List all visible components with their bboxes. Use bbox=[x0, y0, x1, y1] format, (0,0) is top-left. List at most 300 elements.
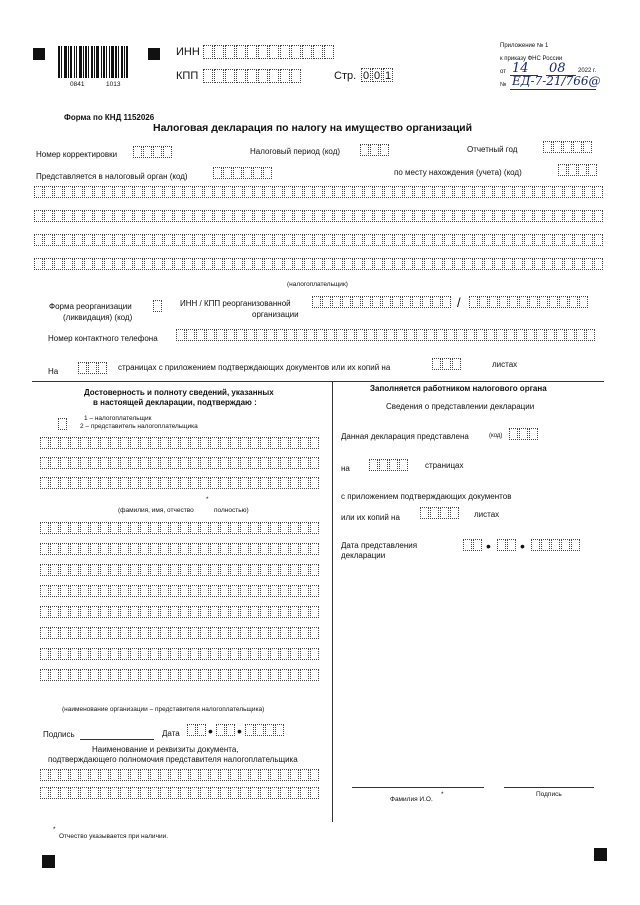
char-cell[interactable] bbox=[200, 564, 209, 576]
char-cell[interactable] bbox=[564, 258, 573, 270]
officer-name-line[interactable] bbox=[352, 787, 484, 788]
char-cell[interactable] bbox=[534, 258, 543, 270]
char-cell[interactable] bbox=[324, 210, 333, 222]
char-cell[interactable] bbox=[294, 186, 303, 198]
char-cell[interactable] bbox=[260, 543, 269, 555]
char-cell[interactable] bbox=[270, 477, 279, 489]
char-cell[interactable] bbox=[524, 186, 533, 198]
char-cell[interactable] bbox=[70, 627, 79, 639]
char-cell[interactable] bbox=[190, 437, 199, 449]
char-cell[interactable] bbox=[140, 606, 149, 618]
char-cell[interactable] bbox=[170, 648, 179, 660]
char-cell[interactable] bbox=[280, 564, 289, 576]
char-cell[interactable] bbox=[464, 234, 473, 246]
char-cell[interactable] bbox=[144, 186, 153, 198]
char-cell[interactable] bbox=[300, 585, 309, 597]
char-cell[interactable] bbox=[60, 564, 69, 576]
char-cell[interactable] bbox=[150, 627, 159, 639]
phone-char-cell[interactable] bbox=[226, 329, 235, 341]
date-day-cells[interactable] bbox=[187, 724, 207, 736]
char-cell[interactable] bbox=[414, 258, 423, 270]
char-cell[interactable] bbox=[80, 769, 89, 781]
char-cell[interactable] bbox=[60, 437, 69, 449]
right-sheets-cells[interactable] bbox=[420, 507, 460, 519]
char-cell[interactable] bbox=[174, 234, 183, 246]
char-cell[interactable] bbox=[144, 210, 153, 222]
char-cell[interactable] bbox=[220, 669, 229, 681]
taxpayer-name-grid[interactable] bbox=[34, 186, 604, 282]
char-cell[interactable] bbox=[140, 669, 149, 681]
char-cell[interactable] bbox=[50, 769, 59, 781]
char-cell[interactable] bbox=[230, 669, 239, 681]
char-cell[interactable] bbox=[250, 769, 259, 781]
char-cell[interactable] bbox=[304, 186, 313, 198]
char-cell[interactable] bbox=[374, 210, 383, 222]
char-cell[interactable] bbox=[210, 457, 219, 469]
confirm-type-cell[interactable] bbox=[58, 418, 68, 430]
char-cell[interactable] bbox=[220, 787, 229, 799]
char-cell[interactable] bbox=[414, 210, 423, 222]
char-cell[interactable] bbox=[254, 186, 263, 198]
char-cell[interactable] bbox=[254, 234, 263, 246]
phone-char-cell[interactable] bbox=[396, 329, 405, 341]
char-cell[interactable] bbox=[250, 648, 259, 660]
char-cell[interactable] bbox=[130, 585, 139, 597]
char-cell[interactable] bbox=[170, 787, 179, 799]
char-cell[interactable] bbox=[104, 258, 113, 270]
char-cell[interactable] bbox=[444, 234, 453, 246]
char-cell[interactable] bbox=[234, 234, 243, 246]
char-cell[interactable] bbox=[90, 457, 99, 469]
char-cell[interactable] bbox=[70, 787, 79, 799]
char-cell[interactable] bbox=[190, 627, 199, 639]
char-cell[interactable] bbox=[40, 477, 49, 489]
char-cell[interactable] bbox=[220, 543, 229, 555]
char-cell[interactable] bbox=[454, 186, 463, 198]
char-cell[interactable] bbox=[80, 787, 89, 799]
char-cell[interactable] bbox=[40, 606, 49, 618]
char-cell[interactable] bbox=[114, 258, 123, 270]
char-cell[interactable] bbox=[44, 234, 53, 246]
char-cell[interactable] bbox=[180, 769, 189, 781]
char-cell[interactable] bbox=[204, 258, 213, 270]
char-cell[interactable] bbox=[294, 234, 303, 246]
char-cell[interactable] bbox=[244, 234, 253, 246]
char-cell[interactable] bbox=[424, 234, 433, 246]
char-cell[interactable] bbox=[294, 258, 303, 270]
char-cell[interactable] bbox=[210, 543, 219, 555]
char-cell[interactable] bbox=[314, 186, 323, 198]
char-cell[interactable] bbox=[120, 627, 129, 639]
char-cell[interactable] bbox=[130, 606, 139, 618]
char-cell[interactable] bbox=[300, 477, 309, 489]
char-cell[interactable] bbox=[104, 210, 113, 222]
phone-char-cell[interactable] bbox=[216, 329, 225, 341]
char-cell[interactable] bbox=[70, 522, 79, 534]
char-cell[interactable] bbox=[240, 606, 249, 618]
char-cell[interactable] bbox=[300, 787, 309, 799]
char-cell[interactable] bbox=[60, 585, 69, 597]
char-cell[interactable] bbox=[60, 543, 69, 555]
char-cell[interactable] bbox=[100, 457, 109, 469]
char-cell[interactable] bbox=[54, 186, 63, 198]
char-cell[interactable] bbox=[574, 210, 583, 222]
char-cell[interactable] bbox=[280, 457, 289, 469]
char-cell[interactable] bbox=[244, 258, 253, 270]
char-cell[interactable] bbox=[164, 186, 173, 198]
char-cell[interactable] bbox=[504, 234, 513, 246]
char-cell[interactable] bbox=[484, 186, 493, 198]
char-cell[interactable] bbox=[110, 769, 119, 781]
char-cell[interactable] bbox=[544, 210, 553, 222]
char-cell[interactable] bbox=[160, 457, 169, 469]
char-cell[interactable] bbox=[80, 648, 89, 660]
char-cell[interactable] bbox=[200, 543, 209, 555]
char-cell[interactable] bbox=[50, 543, 59, 555]
char-cell[interactable] bbox=[120, 477, 129, 489]
char-cell[interactable] bbox=[250, 543, 259, 555]
char-cell[interactable] bbox=[44, 258, 53, 270]
char-cell[interactable] bbox=[114, 234, 123, 246]
char-cell[interactable] bbox=[170, 606, 179, 618]
char-cell[interactable] bbox=[270, 769, 279, 781]
char-cell[interactable] bbox=[310, 627, 319, 639]
char-cell[interactable] bbox=[54, 258, 63, 270]
char-cell[interactable] bbox=[140, 437, 149, 449]
char-cell[interactable] bbox=[364, 258, 373, 270]
char-cell[interactable] bbox=[130, 477, 139, 489]
char-cell[interactable] bbox=[310, 787, 319, 799]
char-cell[interactable] bbox=[504, 258, 513, 270]
char-cell[interactable] bbox=[220, 585, 229, 597]
char-cell[interactable] bbox=[210, 787, 219, 799]
char-cell[interactable] bbox=[384, 210, 393, 222]
char-cell[interactable] bbox=[270, 564, 279, 576]
char-cell[interactable] bbox=[180, 437, 189, 449]
char-cell[interactable] bbox=[474, 186, 483, 198]
cell-row[interactable] bbox=[34, 186, 604, 198]
char-cell[interactable] bbox=[464, 258, 473, 270]
char-cell[interactable] bbox=[240, 564, 249, 576]
char-cell[interactable] bbox=[80, 606, 89, 618]
char-cell[interactable] bbox=[310, 564, 319, 576]
char-cell[interactable] bbox=[180, 522, 189, 534]
char-cell[interactable] bbox=[70, 669, 79, 681]
char-cell[interactable] bbox=[100, 437, 109, 449]
phone-char-cell[interactable] bbox=[326, 329, 335, 341]
char-cell[interactable] bbox=[90, 648, 99, 660]
char-cell[interactable] bbox=[434, 234, 443, 246]
char-cell[interactable] bbox=[270, 522, 279, 534]
char-cell[interactable] bbox=[280, 606, 289, 618]
char-cell[interactable] bbox=[34, 234, 43, 246]
char-cell[interactable] bbox=[50, 606, 59, 618]
char-cell[interactable] bbox=[220, 769, 229, 781]
char-cell[interactable] bbox=[174, 186, 183, 198]
char-cell[interactable] bbox=[250, 477, 259, 489]
char-cell[interactable] bbox=[140, 477, 149, 489]
char-cell[interactable] bbox=[274, 258, 283, 270]
char-cell[interactable] bbox=[70, 585, 79, 597]
char-cell[interactable] bbox=[234, 186, 243, 198]
char-cell[interactable] bbox=[290, 627, 299, 639]
char-cell[interactable] bbox=[514, 186, 523, 198]
char-cell[interactable] bbox=[60, 769, 69, 781]
correction-cells[interactable] bbox=[133, 146, 173, 158]
cell-row[interactable] bbox=[40, 522, 320, 534]
char-cell[interactable] bbox=[190, 606, 199, 618]
char-cell[interactable] bbox=[144, 258, 153, 270]
cell-row[interactable] bbox=[40, 787, 320, 799]
char-cell[interactable] bbox=[100, 769, 109, 781]
char-cell[interactable] bbox=[454, 258, 463, 270]
char-cell[interactable] bbox=[574, 186, 583, 198]
char-cell[interactable] bbox=[100, 669, 109, 681]
char-cell[interactable] bbox=[120, 543, 129, 555]
char-cell[interactable] bbox=[230, 627, 239, 639]
char-cell[interactable] bbox=[120, 585, 129, 597]
char-cell[interactable] bbox=[564, 234, 573, 246]
char-cell[interactable] bbox=[224, 186, 233, 198]
char-cell[interactable] bbox=[250, 585, 259, 597]
char-cell[interactable] bbox=[150, 648, 159, 660]
char-cell[interactable] bbox=[300, 457, 309, 469]
char-cell[interactable] bbox=[240, 669, 249, 681]
submission-month-cells[interactable] bbox=[497, 539, 517, 551]
char-cell[interactable] bbox=[514, 234, 523, 246]
char-cell[interactable] bbox=[144, 234, 153, 246]
char-cell[interactable] bbox=[90, 769, 99, 781]
char-cell[interactable] bbox=[174, 210, 183, 222]
char-cell[interactable] bbox=[184, 234, 193, 246]
char-cell[interactable] bbox=[110, 585, 119, 597]
char-cell[interactable] bbox=[110, 648, 119, 660]
char-cell[interactable] bbox=[250, 564, 259, 576]
char-cell[interactable] bbox=[210, 606, 219, 618]
char-cell[interactable] bbox=[174, 258, 183, 270]
char-cell[interactable] bbox=[244, 210, 253, 222]
char-cell[interactable] bbox=[180, 787, 189, 799]
phone-char-cell[interactable] bbox=[206, 329, 215, 341]
char-cell[interactable] bbox=[150, 787, 159, 799]
char-cell[interactable] bbox=[104, 186, 113, 198]
char-cell[interactable] bbox=[130, 669, 139, 681]
char-cell[interactable] bbox=[324, 258, 333, 270]
char-cell[interactable] bbox=[250, 787, 259, 799]
char-cell[interactable] bbox=[240, 627, 249, 639]
char-cell[interactable] bbox=[250, 606, 259, 618]
char-cell[interactable] bbox=[94, 210, 103, 222]
phone-char-cell[interactable] bbox=[356, 329, 365, 341]
char-cell[interactable] bbox=[314, 210, 323, 222]
char-cell[interactable] bbox=[160, 648, 169, 660]
char-cell[interactable] bbox=[300, 627, 309, 639]
char-cell[interactable] bbox=[90, 437, 99, 449]
fio-grid[interactable] bbox=[40, 437, 320, 497]
char-cell[interactable] bbox=[160, 627, 169, 639]
char-cell[interactable] bbox=[140, 522, 149, 534]
char-cell[interactable] bbox=[170, 477, 179, 489]
char-cell[interactable] bbox=[114, 186, 123, 198]
char-cell[interactable] bbox=[74, 210, 83, 222]
char-cell[interactable] bbox=[50, 787, 59, 799]
char-cell[interactable] bbox=[574, 258, 583, 270]
char-cell[interactable] bbox=[130, 564, 139, 576]
char-cell[interactable] bbox=[150, 457, 159, 469]
char-cell[interactable] bbox=[190, 669, 199, 681]
char-cell[interactable] bbox=[404, 210, 413, 222]
char-cell[interactable] bbox=[34, 210, 43, 222]
char-cell[interactable] bbox=[260, 585, 269, 597]
char-cell[interactable] bbox=[284, 258, 293, 270]
char-cell[interactable] bbox=[334, 186, 343, 198]
phone-char-cell[interactable] bbox=[316, 329, 325, 341]
char-cell[interactable] bbox=[220, 606, 229, 618]
char-cell[interactable] bbox=[220, 457, 229, 469]
phone-char-cell[interactable] bbox=[346, 329, 355, 341]
char-cell[interactable] bbox=[310, 543, 319, 555]
char-cell[interactable] bbox=[424, 186, 433, 198]
period-cells[interactable] bbox=[360, 144, 390, 156]
char-cell[interactable] bbox=[160, 585, 169, 597]
char-cell[interactable] bbox=[180, 457, 189, 469]
phone-char-cell[interactable] bbox=[296, 329, 305, 341]
char-cell[interactable] bbox=[280, 585, 289, 597]
char-cell[interactable] bbox=[120, 787, 129, 799]
char-cell[interactable] bbox=[284, 234, 293, 246]
char-cell[interactable] bbox=[194, 186, 203, 198]
char-cell[interactable] bbox=[484, 210, 493, 222]
char-cell[interactable] bbox=[120, 457, 129, 469]
char-cell[interactable] bbox=[244, 186, 253, 198]
char-cell[interactable] bbox=[584, 186, 593, 198]
char-cell[interactable] bbox=[290, 477, 299, 489]
char-cell[interactable] bbox=[364, 234, 373, 246]
char-cell[interactable] bbox=[40, 457, 49, 469]
char-cell[interactable] bbox=[40, 437, 49, 449]
char-cell[interactable] bbox=[494, 234, 503, 246]
reorg-form-cells[interactable] bbox=[153, 300, 163, 312]
right-pages-cells[interactable] bbox=[369, 459, 409, 471]
char-cell[interactable] bbox=[554, 210, 563, 222]
char-cell[interactable] bbox=[100, 543, 109, 555]
char-cell[interactable] bbox=[190, 564, 199, 576]
char-cell[interactable] bbox=[544, 234, 553, 246]
char-cell[interactable] bbox=[80, 457, 89, 469]
inn-cells[interactable] bbox=[203, 45, 335, 59]
char-cell[interactable] bbox=[160, 606, 169, 618]
char-cell[interactable] bbox=[240, 787, 249, 799]
char-cell[interactable] bbox=[310, 648, 319, 660]
char-cell[interactable] bbox=[74, 186, 83, 198]
char-cell[interactable] bbox=[404, 186, 413, 198]
char-cell[interactable] bbox=[300, 522, 309, 534]
char-cell[interactable] bbox=[160, 437, 169, 449]
char-cell[interactable] bbox=[214, 186, 223, 198]
phone-char-cell[interactable] bbox=[466, 329, 475, 341]
char-cell[interactable] bbox=[134, 186, 143, 198]
char-cell[interactable] bbox=[210, 648, 219, 660]
char-cell[interactable] bbox=[154, 210, 163, 222]
char-cell[interactable] bbox=[434, 210, 443, 222]
char-cell[interactable] bbox=[64, 234, 73, 246]
char-cell[interactable] bbox=[544, 186, 553, 198]
char-cell[interactable] bbox=[200, 585, 209, 597]
char-cell[interactable] bbox=[300, 648, 309, 660]
char-cell[interactable] bbox=[230, 787, 239, 799]
char-cell[interactable] bbox=[60, 457, 69, 469]
char-cell[interactable] bbox=[260, 564, 269, 576]
char-cell[interactable] bbox=[534, 210, 543, 222]
char-cell[interactable] bbox=[134, 234, 143, 246]
char-cell[interactable] bbox=[310, 585, 319, 597]
char-cell[interactable] bbox=[170, 627, 179, 639]
char-cell[interactable] bbox=[564, 186, 573, 198]
tax-organ-cells[interactable] bbox=[213, 167, 273, 179]
char-cell[interactable] bbox=[200, 627, 209, 639]
char-cell[interactable] bbox=[290, 606, 299, 618]
char-cell[interactable] bbox=[254, 258, 263, 270]
char-cell[interactable] bbox=[80, 437, 89, 449]
char-cell[interactable] bbox=[100, 606, 109, 618]
char-cell[interactable] bbox=[304, 258, 313, 270]
char-cell[interactable] bbox=[354, 258, 363, 270]
char-cell[interactable] bbox=[40, 769, 49, 781]
char-cell[interactable] bbox=[594, 210, 603, 222]
authority-doc-grid[interactable] bbox=[40, 769, 320, 805]
char-cell[interactable] bbox=[190, 543, 199, 555]
char-cell[interactable] bbox=[574, 234, 583, 246]
char-cell[interactable] bbox=[210, 477, 219, 489]
char-cell[interactable] bbox=[160, 564, 169, 576]
phone-char-cell[interactable] bbox=[456, 329, 465, 341]
char-cell[interactable] bbox=[374, 234, 383, 246]
char-cell[interactable] bbox=[214, 210, 223, 222]
char-cell[interactable] bbox=[120, 437, 129, 449]
phone-char-cell[interactable] bbox=[576, 329, 585, 341]
char-cell[interactable] bbox=[160, 669, 169, 681]
char-cell[interactable] bbox=[280, 477, 289, 489]
char-cell[interactable] bbox=[394, 186, 403, 198]
char-cell[interactable] bbox=[180, 477, 189, 489]
char-cell[interactable] bbox=[54, 234, 63, 246]
char-cell[interactable] bbox=[120, 648, 129, 660]
char-cell[interactable] bbox=[150, 477, 159, 489]
char-cell[interactable] bbox=[240, 585, 249, 597]
char-cell[interactable] bbox=[34, 258, 43, 270]
char-cell[interactable] bbox=[290, 522, 299, 534]
char-cell[interactable] bbox=[364, 210, 373, 222]
location-cells[interactable] bbox=[558, 164, 598, 176]
cell-row[interactable] bbox=[40, 606, 320, 618]
char-cell[interactable] bbox=[110, 627, 119, 639]
char-cell[interactable] bbox=[280, 627, 289, 639]
char-cell[interactable] bbox=[224, 258, 233, 270]
char-cell[interactable] bbox=[124, 234, 133, 246]
char-cell[interactable] bbox=[290, 769, 299, 781]
char-cell[interactable] bbox=[40, 585, 49, 597]
char-cell[interactable] bbox=[180, 669, 189, 681]
char-cell[interactable] bbox=[184, 186, 193, 198]
char-cell[interactable] bbox=[80, 627, 89, 639]
char-cell[interactable] bbox=[434, 258, 443, 270]
char-cell[interactable] bbox=[170, 457, 179, 469]
representative-org-grid[interactable] bbox=[40, 522, 320, 690]
phone-char-cell[interactable] bbox=[246, 329, 255, 341]
char-cell[interactable] bbox=[260, 648, 269, 660]
phone-char-cell[interactable] bbox=[436, 329, 445, 341]
char-cell[interactable] bbox=[230, 585, 239, 597]
